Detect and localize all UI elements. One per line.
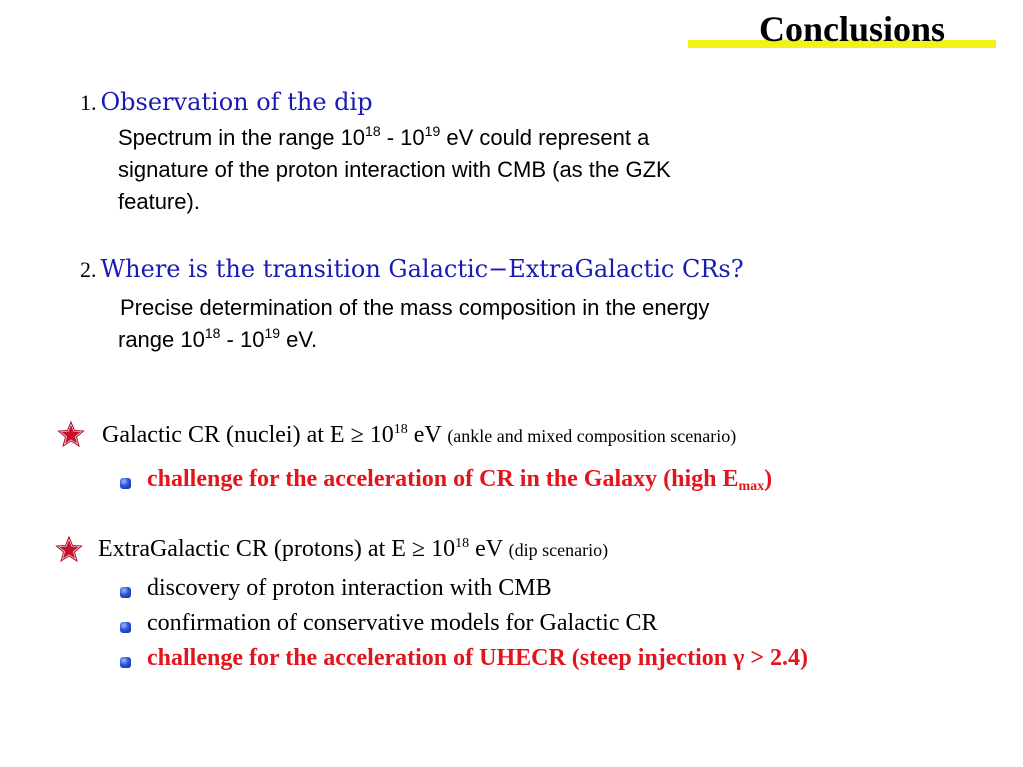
section-1-number: 1. [80,90,97,115]
scenario-galactic: Galactic CR (nuclei) at $E \ge 10^{18}$ eV (ankle and mixed composition scenario) [102,422,737,448]
slide-title: Conclusions [759,9,946,49]
section-2-body [118,292,709,356]
section-2-heading [80,255,744,283]
bullet-icon [120,622,131,633]
extragalactic-challenge-text: challenge for the acceleration of UHECR (steep injection γ > 2.4) [147,645,808,671]
extragalactic-point-1: discovery of proton interaction with CMB [147,575,552,601]
bullet-icon [120,657,131,668]
section-2-title: Where is the transition Galactic−ExtraGalactic CRs? [100,255,744,283]
section-1-heading [80,88,373,116]
star-icon [55,535,83,563]
galactic-challenge-text: challenge for the acceleration of CR in the Galaxy (high $E_{max}$) [147,466,773,494]
bullet-icon [120,478,131,489]
bullet-icon [120,587,131,598]
scenario-extragalactic: ExtraGalactic CR (protons) at $E \ge 10^{18}$ eV (dip scenario) [98,536,609,562]
section-2-number: 2. [80,257,97,282]
section-1-line-1: Spectrum in the range $10^{18} - 10^{19}$ eV could represent a [118,123,650,150]
section-2-line-2: range $10^{18} - 10^{19}$ eV. [118,325,318,352]
section-1-line-3: feature). [118,189,200,214]
scenario-galactic-note: (ankle and mixed composition scenario) [447,426,737,446]
extragalactic-point-2: confirmation of conservative models for Galactic CR [147,610,658,636]
star-icon [57,420,85,448]
section-1-line-2: signature of the proton interaction with CMB (as the GZK [118,157,671,182]
section-2-line-1: Precise determination of the mass composition in the energy [120,295,710,320]
section-1-title: Observation of the dip [100,88,373,116]
section-1-body [118,122,671,218]
scenario-extragalactic-note: (dip scenario) [508,540,609,560]
